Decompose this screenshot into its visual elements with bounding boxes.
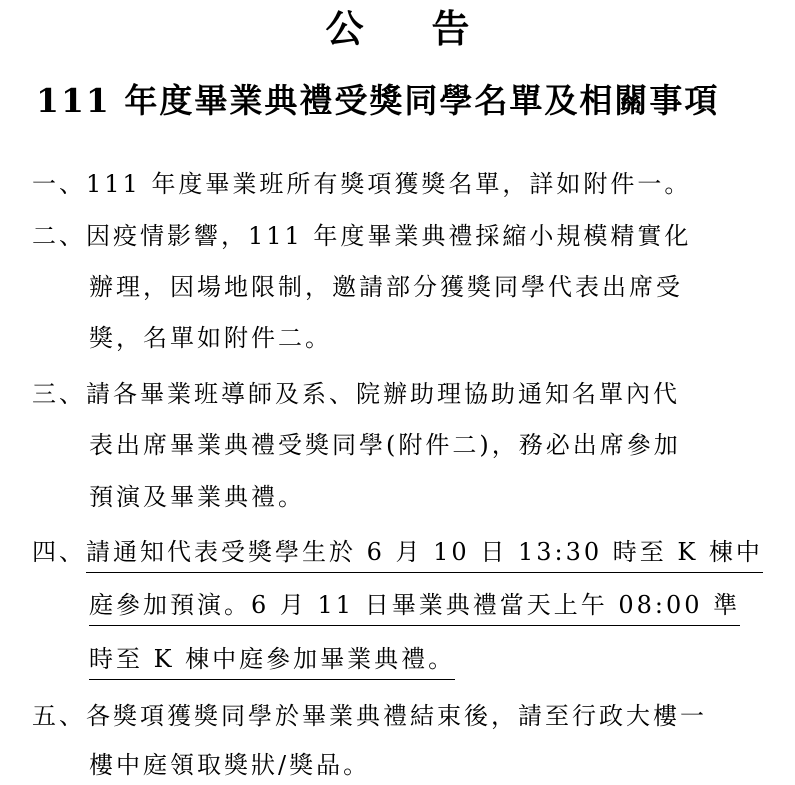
item-marker: 二、: [32, 222, 86, 250]
item-marker: 五、: [32, 702, 86, 730]
underlined-item-text: 時至 K 棟中庭參加畢業典禮。: [89, 643, 455, 680]
item-text: 表出席畢業典禮受獎同學(附件二)，務必出席參加: [89, 431, 681, 459]
item-text: 預演及畢業典禮。: [89, 483, 305, 511]
item-text: 樓中庭領取獎狀/獎品。: [89, 751, 371, 779]
item-text: 獎，名單如附件二。: [89, 324, 332, 352]
item-text: 因疫情影響，111 年度畢業典禮採縮小規模精實化: [86, 222, 692, 250]
item-text: 請各畢業班導師及系、院辦助理協助通知名單內代: [86, 380, 680, 408]
notice-heading: 公告: [325, 6, 538, 51]
item-marker: 四、: [32, 538, 86, 566]
item-text: 111 年度畢業班所有獎項獲獎名單，詳如附件一。: [86, 170, 692, 198]
item-text: 各獎項獲獎同學於畢業典禮結束後，請至行政大樓一: [86, 702, 707, 730]
item-text: 辦理，因場地限制，邀請部分獲獎同學代表出席受: [89, 273, 683, 301]
item-marker: 一、: [32, 170, 86, 198]
underlined-item-text: 請通知代表受獎學生於 6 月 10 日 13:30 時至 K 棟中: [86, 536, 763, 573]
underlined-item-text: 庭參加預演。6 月 11 日畢業典禮當天上午 08:00 準: [89, 589, 740, 626]
notice-subtitle: 111 年度畢業典禮受獎同學名單及相關事項: [36, 81, 720, 120]
item-marker: 三、: [32, 380, 86, 408]
